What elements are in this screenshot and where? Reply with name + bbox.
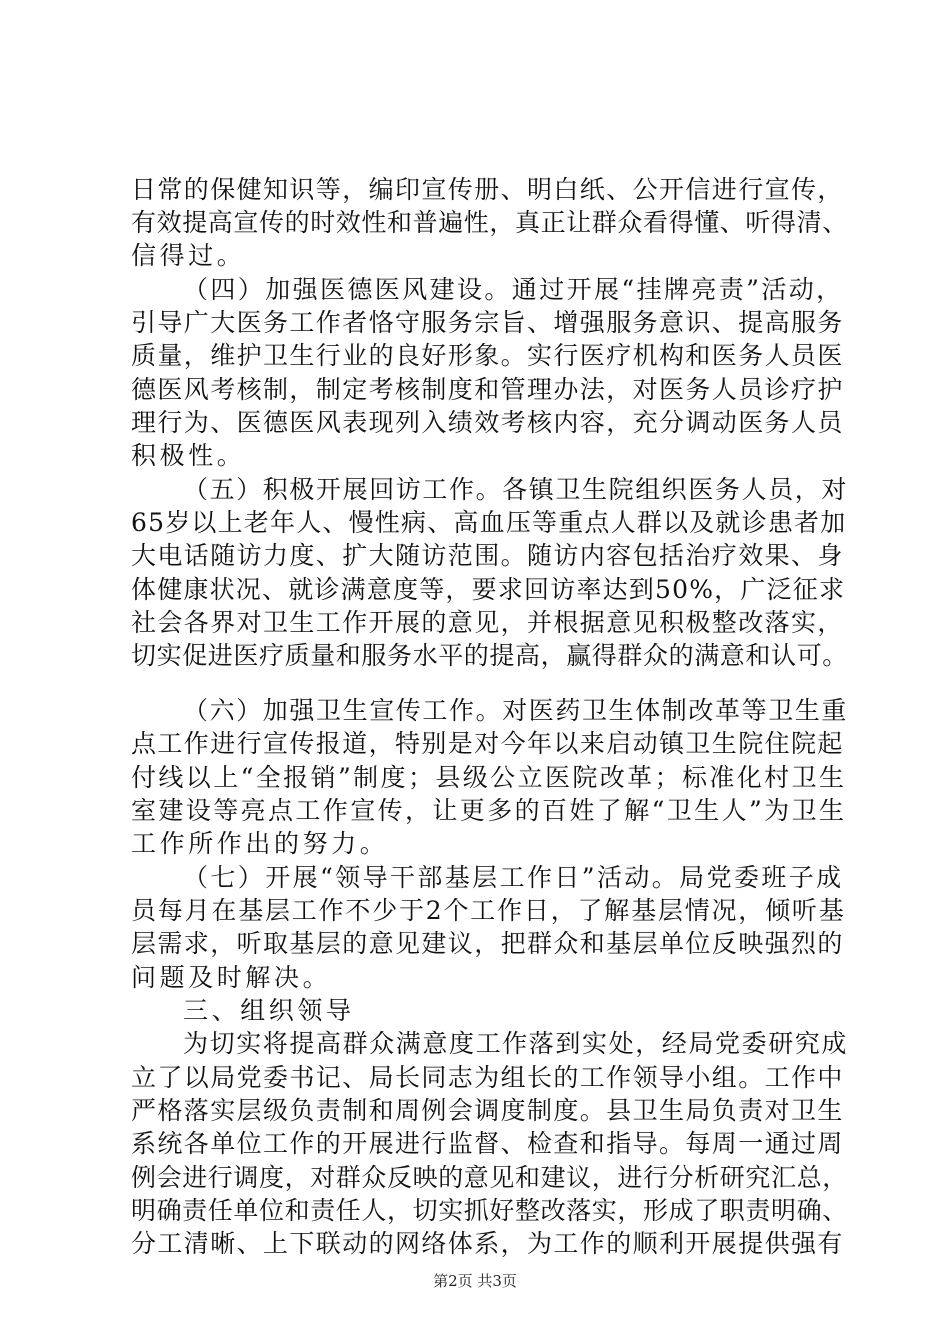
text-line: （六）加强卫生宣传工作。对医药卫生体制改革等卫生重 bbox=[183, 696, 849, 725]
text-line: 体健康状况、就诊满意度等，要求回访率达到50%，广泛征求 bbox=[131, 575, 846, 604]
text-line: 有效提高宣传的时效性和普遍性，真正让群众看得懂、听得清、 bbox=[131, 208, 848, 237]
text-line: 德医风考核制，制定考核制度和管理办法，对医务人员诊疗护 bbox=[131, 375, 844, 404]
text-line: （四）加强医德医风建设。通过开展“挂牌亮责”活动， bbox=[183, 275, 844, 304]
text-line: 问题及时解决。 bbox=[131, 963, 332, 992]
text-line: 员每月在基层工作不少于2个工作日，了解基层情况，倾听基 bbox=[131, 896, 846, 925]
text-line: 大电话随访力度、扩大随访范围。随访内容包括治疗效果、身 bbox=[131, 541, 844, 570]
text-line: 例会进行调度，对群众反映的意见和建议，进行分析研究汇总， bbox=[131, 1163, 848, 1192]
text-line: 积极性。 bbox=[131, 441, 246, 470]
text-line: 日常的保健知识等，编印宣传册、明白纸、公开信进行宣传， bbox=[131, 175, 844, 204]
text-line: 信得过。 bbox=[131, 241, 246, 270]
text-line: 立了以局党委书记、局长同志为组长的工作领导小组。工作中 bbox=[131, 1063, 844, 1092]
text-line: （五）积极开展回访工作。各镇卫生院组织医务人员，对 bbox=[183, 475, 849, 504]
text-line: 切实促进医疗质量和服务水平的提高，赢得群众的满意和认可。 bbox=[131, 641, 848, 670]
text-line: 室建设等亮点工作宣传，让更多的百姓了解“卫生人”为卫生 bbox=[131, 796, 847, 825]
page-footer: 第2页 共3页 bbox=[433, 1272, 517, 1290]
text-line: 严格落实层级负责制和周例会调度制度。县卫生局负责对卫生 bbox=[131, 1096, 844, 1125]
text-line: 为切实将提高群众满意度工作落到实处，经局党委研究成 bbox=[183, 1029, 849, 1058]
text-line: 引导广大医务工作者恪守服务宗旨、增强服务意识、提高服务 bbox=[131, 308, 844, 337]
text-line: 系统各单位工作的开展进行监督、检查和指导。每周一通过周 bbox=[131, 1129, 844, 1158]
text-line: 付线以上“全报销”制度；县级公立医院改革；标准化村卫生 bbox=[131, 763, 847, 792]
text-line: 工作所作出的努力。 bbox=[131, 829, 389, 858]
text-line: 65岁以上老年人、慢性病、高血压等重点人群以及就诊患者加 bbox=[131, 508, 847, 537]
text-line: 理行为、医德医风表现列入绩效考核内容，充分调动医务人员 bbox=[131, 408, 844, 437]
text-line: 分工清晰、上下联动的网络体系，为工作的顺利开展提供强有 bbox=[131, 1229, 844, 1258]
text-line: 社会各界对卫生工作开展的意见，并根据意见积极整改落实， bbox=[131, 608, 844, 637]
text-line: 明确责任单位和责任人，切实抓好整改落实，形成了职责明确、 bbox=[131, 1196, 848, 1225]
text-line: 点工作进行宣传报道，特别是对今年以来启动镇卫生院住院起 bbox=[131, 729, 844, 758]
text-line: （七）开展“领导干部基层工作日”活动。局党委班子成 bbox=[183, 863, 844, 892]
text-line: 质量，维护卫生行业的良好形象。实行医疗机构和医务人员医 bbox=[131, 341, 844, 370]
text-line: 三、组织领导 bbox=[183, 996, 355, 1025]
text-line: 层需求，听取基层的意见建议，把群众和基层单位反映强烈的 bbox=[131, 929, 844, 958]
